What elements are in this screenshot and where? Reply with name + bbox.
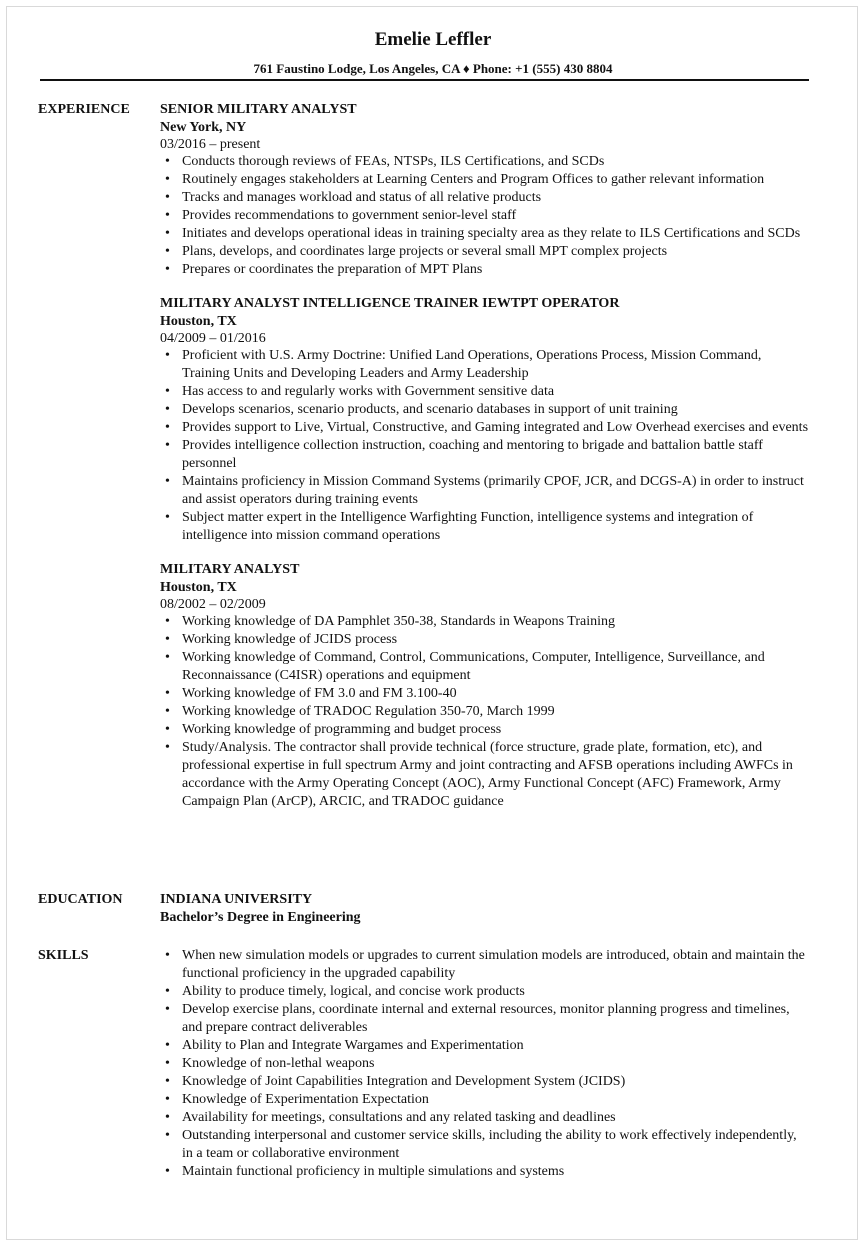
education-body	[160, 891, 810, 927]
job-bullets	[160, 347, 810, 545]
bullet-item: • Provides support to Live, Virtual, Constructive, and Gaming integrated and Low Overhead exercises and events	[160, 419, 810, 437]
job-location: Houston, TX	[160, 580, 237, 595]
bullet-item: • Provides intelligence collection instruction, coaching and mentoring to brigade and battalion battle staff personnel	[160, 437, 810, 473]
bullet-item: • Initiates and develops operational ideas in training specialty area as they relate to ILS Certifications and SCDs	[160, 225, 810, 243]
bullet-item: • Plans, develops, and coordinates large projects or several small MPT complex projects	[160, 243, 810, 261]
skills-list	[160, 947, 810, 1181]
bullet-item: • Working knowledge of FM 3.0 and FM 3.100-40	[160, 685, 810, 703]
section-title-experience: EXPERIENCE	[38, 102, 130, 117]
skill-item: • Availability for meetings, consultations and any related tasking and deadlines	[160, 1109, 810, 1127]
bullet-item: • Tracks and manages workload and status of all relative products	[160, 189, 810, 207]
job-entry	[160, 295, 810, 545]
bullet-item: • Working knowledge of DA Pamphlet 350-38, Standards in Weapons Training	[160, 613, 810, 631]
job-bullets	[160, 153, 810, 279]
skill-item: • Knowledge of Experimentation Expectation	[160, 1091, 810, 1109]
bullet-item: • Working knowledge of programming and budget process	[160, 721, 810, 739]
bullet-item: • Prepares or coordinates the preparation of MPT Plans	[160, 261, 810, 279]
bullet-item: • Has access to and regularly works with Government sensitive data	[160, 383, 810, 401]
bullet-item: • Maintains proficiency in Mission Command Systems (primarily CPOF, JCR, and DCGS-A) in order to instruct and assist operators during training events	[160, 473, 810, 509]
skill-item: • Knowledge of non-lethal weapons	[160, 1055, 810, 1073]
section-title-education: EDUCATION	[38, 892, 123, 907]
skill-item: • Knowledge of Joint Capabilities Integration and Development System (JCIDS)	[160, 1073, 810, 1091]
job-location: New York, NY	[160, 120, 247, 135]
job-location: Houston, TX	[160, 314, 237, 329]
job-dates: 04/2009 – 01/2016	[160, 331, 266, 346]
skill-item: • Ability to produce timely, logical, and concise work products	[160, 983, 810, 1001]
bullet-item: • Working knowledge of Command, Control, Communications, Computer, Intelligence, Surveillance, and Reconnaissance (C4ISR) operations and equipment	[160, 649, 810, 685]
job-title: MILITARY ANALYST	[160, 562, 300, 577]
school-name: INDIANA UNIVERSITY	[160, 892, 313, 907]
bullet-item: • Develops scenarios, scenario products, and scenario databases in support of unit training	[160, 401, 810, 419]
skill-item: • Outstanding interpersonal and customer service skills, including the ability to work effectively independently, in a team or collaborative environment	[160, 1127, 810, 1163]
job-title: MILITARY ANALYST INTELLIGENCE TRAINER IEWTPT OPERATOR	[160, 296, 620, 311]
candidate-name: Emelie Leffler	[374, 29, 492, 50]
bullet-item: • Study/Analysis. The contractor shall provide technical (force structure, grade plate, formation, etc), and professional expertise in full spectrum Army and joint contracting and AFSB operations including AWFCs in accordance with the Army Operating Concept (AOC), Army Functional Concept (AFC) Framework, Army Campaign Plan (ArCP), ARCIC, and TRADOC guidance	[160, 739, 810, 811]
bullet-item: • Routinely engages stakeholders at Learning Centers and Program Offices to gather relevant information	[160, 171, 810, 189]
contact-line: 761 Faustino Lodge, Los Angeles, CA ♦ Phone: +1 (555) 430 8804	[253, 61, 613, 76]
bullet-item: • Working knowledge of JCIDS process	[160, 631, 810, 649]
bullet-item: • Conducts thorough reviews of FEAs, NTSPs, ILS Certifications, and SCDs	[160, 153, 810, 171]
skill-item: • When new simulation models or upgrades to current simulation models are introduced, obtain and maintain the functional proficiency in the upgraded capability	[160, 947, 810, 983]
degree: Bachelor’s Degree in Engineering	[160, 910, 361, 925]
bullet-item: • Proficient with U.S. Army Doctrine: Unified Land Operations, Operations Process, Mission Command, Training Units and Developing Leaders and Army Leadership	[160, 347, 810, 383]
resume-header	[0, 28, 866, 77]
section-title-skills: SKILLS	[38, 948, 89, 963]
header-divider	[40, 79, 809, 81]
job-bullets	[160, 613, 810, 811]
bullet-item: • Provides recommendations to government senior-level staff	[160, 207, 810, 225]
skill-item: • Develop exercise plans, coordinate internal and external resources, monitor planning progress and timelines, and prepare contract deliverables	[160, 1001, 810, 1037]
job-dates: 08/2002 – 02/2009	[160, 597, 266, 612]
job-dates: 03/2016 – present	[160, 137, 261, 152]
skill-item: • Ability to Plan and Integrate Wargames and Experimentation	[160, 1037, 810, 1055]
skills-body	[160, 947, 810, 1181]
job-entry	[160, 561, 810, 811]
bullet-item: • Subject matter expert in the Intelligence Warfighting Function, intelligence systems and integration of intelligence into mission command operations	[160, 509, 810, 545]
job-title: SENIOR MILITARY ANALYST	[160, 102, 357, 117]
job-entry	[160, 101, 810, 279]
skill-item: • Maintain functional proficiency in multiple simulations and systems	[160, 1163, 810, 1181]
bullet-item: • Working knowledge of TRADOC Regulation 350-70, March 1999	[160, 703, 810, 721]
experience-list	[160, 101, 810, 827]
